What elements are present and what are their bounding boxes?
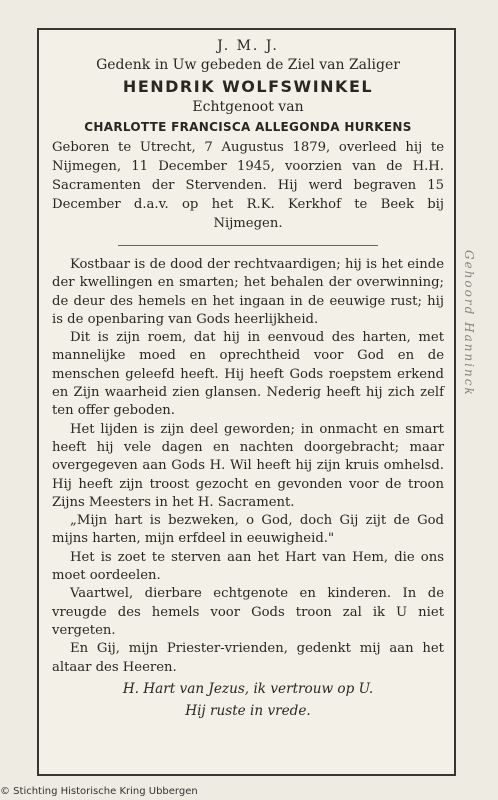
- deceased-name: HENDRIK WOLFSWINKEL: [122, 77, 374, 96]
- copyright-footer: © Stichting Historische Kring Ubbergen: [0, 786, 198, 797]
- paragraph-lijden: Het lijden is zijn deel geworden; in onmacht en smart heeft hij vele dagen en nachten doorgebracht; maar overgegeven aan Gods H. Wil heeft hij zijn kruis omhelsd. Hij heeft zijn troost gezocht en gevonden voor de troon Zijns Meesters in het H. Sacrament.: [52, 421, 444, 510]
- paragraph-roem: Dit is zijn roem, dat hij in eenvoud des harten, met mannelijke moed en oprechtheid voor God en de menschen geleefd heeft. Hij heeft Gods roepstem erkend en Zijn waarheid zien glansen. Nederig heeft hij zich zelf ten offer geboden.: [52, 330, 444, 419]
- paragraph-kostbaar: Kostbaar is de dood der rechtvaardigen; hij is het einde der kwellingen en smarten; het behalen der overwinning; de deur des hemels en het ingaan in de eeuwige rust; hij is de openbaring van Gods heerlijkheid.: [52, 257, 444, 327]
- gedenk-line: Gedenk in Uw gebeden de Ziel van Zaliger: [96, 57, 400, 73]
- biography-text: Geboren te Utrecht, 7 Augustus 1879, overleed hij te Nijmegen, 11 December 1945, voorzien van de H.H. Sacramenten der Stervenden. Hij werd begraven 15 December d.a.v. op het R.K. Kerkhof te Beek bij Nijmegen.: [52, 140, 444, 231]
- paragraph-priester: En Gij, mijn Priester-vrienden, gedenkt mij aan het altaar des Heeren.: [52, 641, 444, 675]
- paragraph-sterven: Het is zoet te sterven aan het Hart van Hem, die ons moet oordeelen.: [52, 549, 444, 584]
- paragraph-vaartwel: Vaartwel, dierbare echtgenote en kinderen. In de vreugde des hemels voor Gods troon zal ik U niet vergeten.: [52, 586, 444, 638]
- spouse-name: CHARLOTTE FRANCISCA ALLEGONDA HURKENS: [84, 120, 412, 134]
- divider-rule: [118, 245, 378, 246]
- echtgenoot-line: Echtgenoot van: [192, 99, 304, 115]
- jmj-heading: J. M. J.: [217, 38, 279, 54]
- paragraph-quote: „Mijn hart is bezweken, o God, doch Gij zijt de God mijns harten, mijn erfdeel in eeuwigheid.": [52, 513, 444, 547]
- closing-prayer: H. Hart van Jezus, ik vertrouw op U.: [122, 680, 374, 697]
- closing-rest: Hij ruste in vrede.: [185, 702, 311, 719]
- memorial-card-content: [52, 36, 444, 721]
- handwritten-margin-note: Gehoord Hanninck: [462, 250, 476, 397]
